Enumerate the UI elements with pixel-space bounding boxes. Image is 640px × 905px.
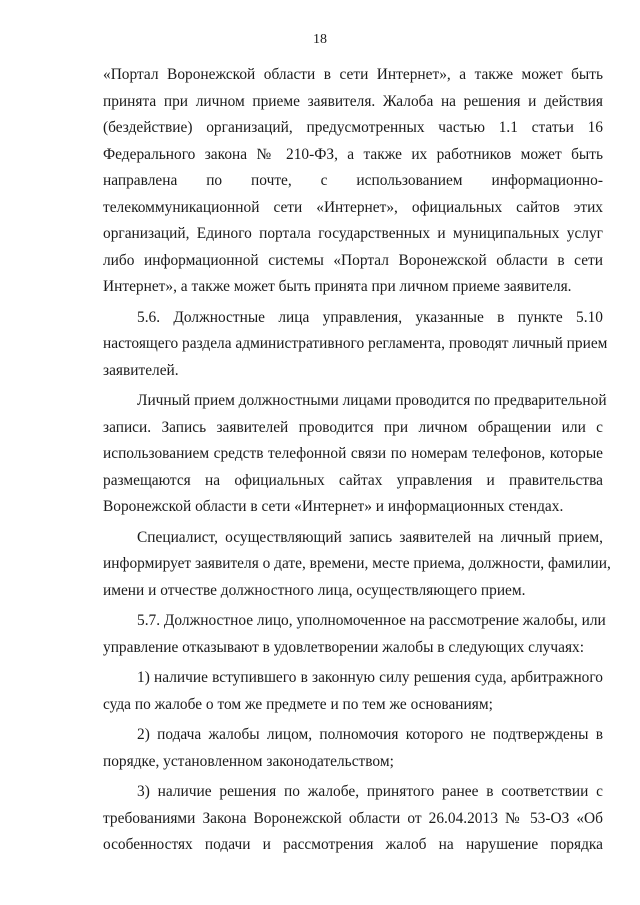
text-line: использованием средств телефонной связи по номерам телефонов, которые	[103, 445, 603, 462]
text-line: имени и отчестве должностного лица, осуществляющего прием.	[103, 581, 526, 599]
paragraph	[103, 665, 603, 718]
paragraph	[103, 608, 606, 661]
text-line: порядке, установленном законодательством;	[103, 752, 394, 770]
page-number: 18	[313, 32, 327, 47]
text-line: размещаются на официальных сайтах управления и правительства	[103, 471, 603, 489]
text-line: 2) подача жалобы лицом, полномочия которого не подтверждены в	[137, 726, 603, 743]
text-line: направлена по почте, с использованием информационно-	[103, 172, 603, 189]
text-line: 5.6. Должностные лица управления, указанные в пункте 5.10	[137, 308, 603, 326]
text-line: Федерального закона № 210-ФЗ, а также их работников может быть	[103, 145, 603, 163]
text-line: особенностях подачи и рассмотрения жалоб на нарушение порядка	[103, 836, 603, 853]
text-line: телекоммуникационной сети «Интернет», официальных сайтов этих	[103, 198, 603, 216]
text-line: 3) наличие решения по жалобе, принятого ранее в соответствии с	[137, 783, 603, 800]
paragraph	[103, 62, 603, 301]
text-line: «Портал Воронежской области в сети Интернет», а также может быть	[103, 66, 603, 83]
document-body	[103, 62, 611, 859]
text-line: записи. Запись заявителей проводится при личном обращении или с	[103, 418, 603, 436]
text-line: принята при личном приеме заявителя. Жалоба на решения и действия	[103, 92, 603, 110]
paragraph	[103, 388, 607, 521]
text-line: требованиями Закона Воронежской области от 26.04.2013 № 53-ОЗ «Об	[103, 809, 603, 827]
paragraph	[103, 305, 608, 385]
paragraph	[103, 722, 603, 775]
text-line: Специалист, осуществляющий запись заявителей на личный прием,	[137, 528, 603, 546]
text-line: (бездействие) организаций, предусмотренных частью 1.1 статьи 16	[103, 119, 603, 136]
text-line: организаций, Единого портала государственных и муниципальных услуг	[103, 225, 603, 242]
text-line: либо информационной системы «Портал Воронежской области в сети	[103, 251, 603, 269]
text-line: Личный прием должностными лицами проводится по предварительной	[137, 392, 607, 409]
text-line: Воронежской области в сети «Интернет» и информационных стендах.	[103, 498, 564, 515]
text-line: заявителей.	[103, 361, 179, 379]
paragraph	[103, 525, 611, 605]
text-line: суда по жалобе о том же предмете и по тем же основаниям;	[103, 695, 493, 713]
text-line: управление отказывают в удовлетворении жалобы в следующих случаях:	[103, 638, 585, 656]
text-line: 1) наличие вступившего в законную силу решения суда, арбитражного	[137, 669, 603, 686]
text-line: 5.7. Должностное лицо, уполномоченное на рассмотрение жалобы, или	[137, 612, 606, 629]
text-line: настоящего раздела административного регламента, проводят личный прием	[103, 335, 608, 352]
text-line: Интернет», а также может быть принята при личном приеме заявителя.	[103, 278, 572, 295]
paragraph	[103, 779, 603, 859]
text-line: информирует заявителя о дате, времени, месте приема, должности, фамилии,	[103, 555, 611, 572]
